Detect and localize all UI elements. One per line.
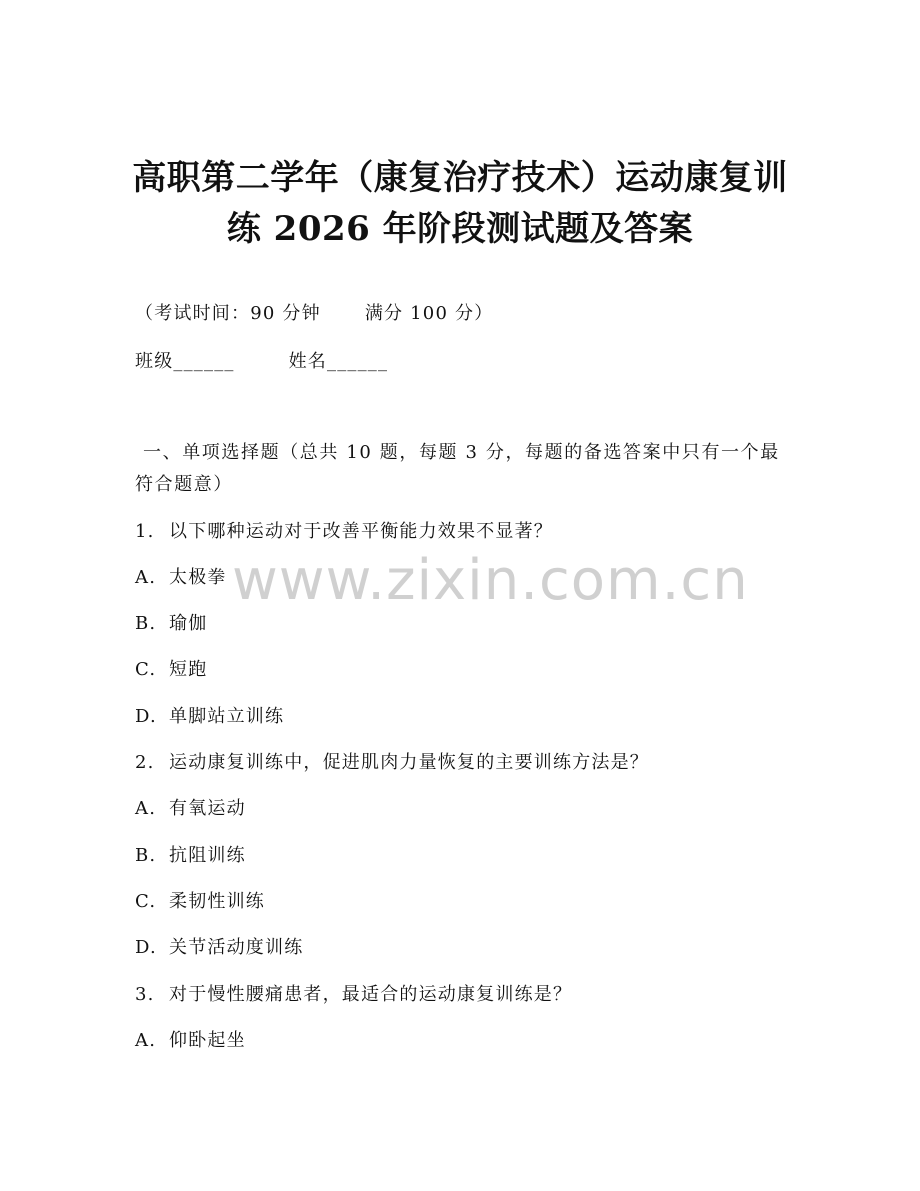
watermark: www.zixin.com.cn: [232, 548, 749, 613]
option-letter: A.: [135, 567, 157, 588]
question-1-option-a: [135, 565, 227, 591]
question-number: 3.: [135, 984, 155, 1005]
option-letter: A.: [135, 1030, 157, 1051]
question-3: [135, 982, 572, 1008]
option-text: 单脚站立训练: [169, 706, 285, 727]
option-letter: C.: [135, 891, 157, 912]
exam-time: （考试时间：90 分钟: [135, 303, 321, 324]
option-letter: B.: [135, 845, 157, 866]
section-heading: 一、单项选择题（总共 10 题，每题 3 分，每题的备选答案中只有一个最符合题意）: [135, 442, 780, 495]
option-letter: D.: [135, 706, 157, 727]
question-number: 2.: [135, 752, 155, 773]
student-info: [135, 349, 388, 375]
question-1-option-c: [135, 657, 207, 683]
option-text: 仰卧起坐: [169, 1030, 246, 1051]
question-2-option-c: [135, 889, 265, 915]
option-text: 短跑: [169, 659, 208, 680]
question-1: [135, 519, 553, 545]
question-1-option-d: [135, 704, 284, 730]
option-letter: B.: [135, 613, 157, 634]
question-text: 对于慢性腰痛患者，最适合的运动康复训练是？: [169, 984, 573, 1005]
option-text: 关节活动度训练: [169, 937, 304, 958]
exam-info: [135, 301, 493, 327]
class-field: 班级______: [135, 351, 235, 372]
document-title-line1: 高职第二学年（康复治疗技术）运动康复训: [132, 158, 788, 198]
option-letter: D.: [135, 937, 157, 958]
option-letter: C.: [135, 659, 157, 680]
full-score: 满分 100 分）: [364, 303, 494, 324]
question-3-option-a: [135, 1028, 246, 1054]
question-2: [135, 750, 649, 776]
question-text: 运动康复训练中，促进肌肉力量恢复的主要训练方法是？: [169, 752, 649, 773]
option-text: 柔韧性训练: [169, 891, 265, 912]
option-text: 有氧运动: [169, 798, 246, 819]
document-title-line2: 练 2026 年阶段测试题及答案: [226, 209, 694, 249]
question-text: 以下哪种运动对于改善平衡能力效果不显著？: [169, 521, 553, 542]
option-text: 抗阻训练: [169, 845, 246, 866]
option-letter: A.: [135, 798, 157, 819]
option-text: 太极拳: [169, 567, 227, 588]
option-text: 瑜伽: [169, 613, 208, 634]
question-1-option-b: [135, 611, 207, 637]
question-2-option-a: [135, 796, 246, 822]
question-2-option-d: [135, 935, 303, 961]
question-2-option-b: [135, 843, 246, 869]
question-number: 1.: [135, 521, 155, 542]
name-field: 姓名______: [288, 351, 389, 372]
